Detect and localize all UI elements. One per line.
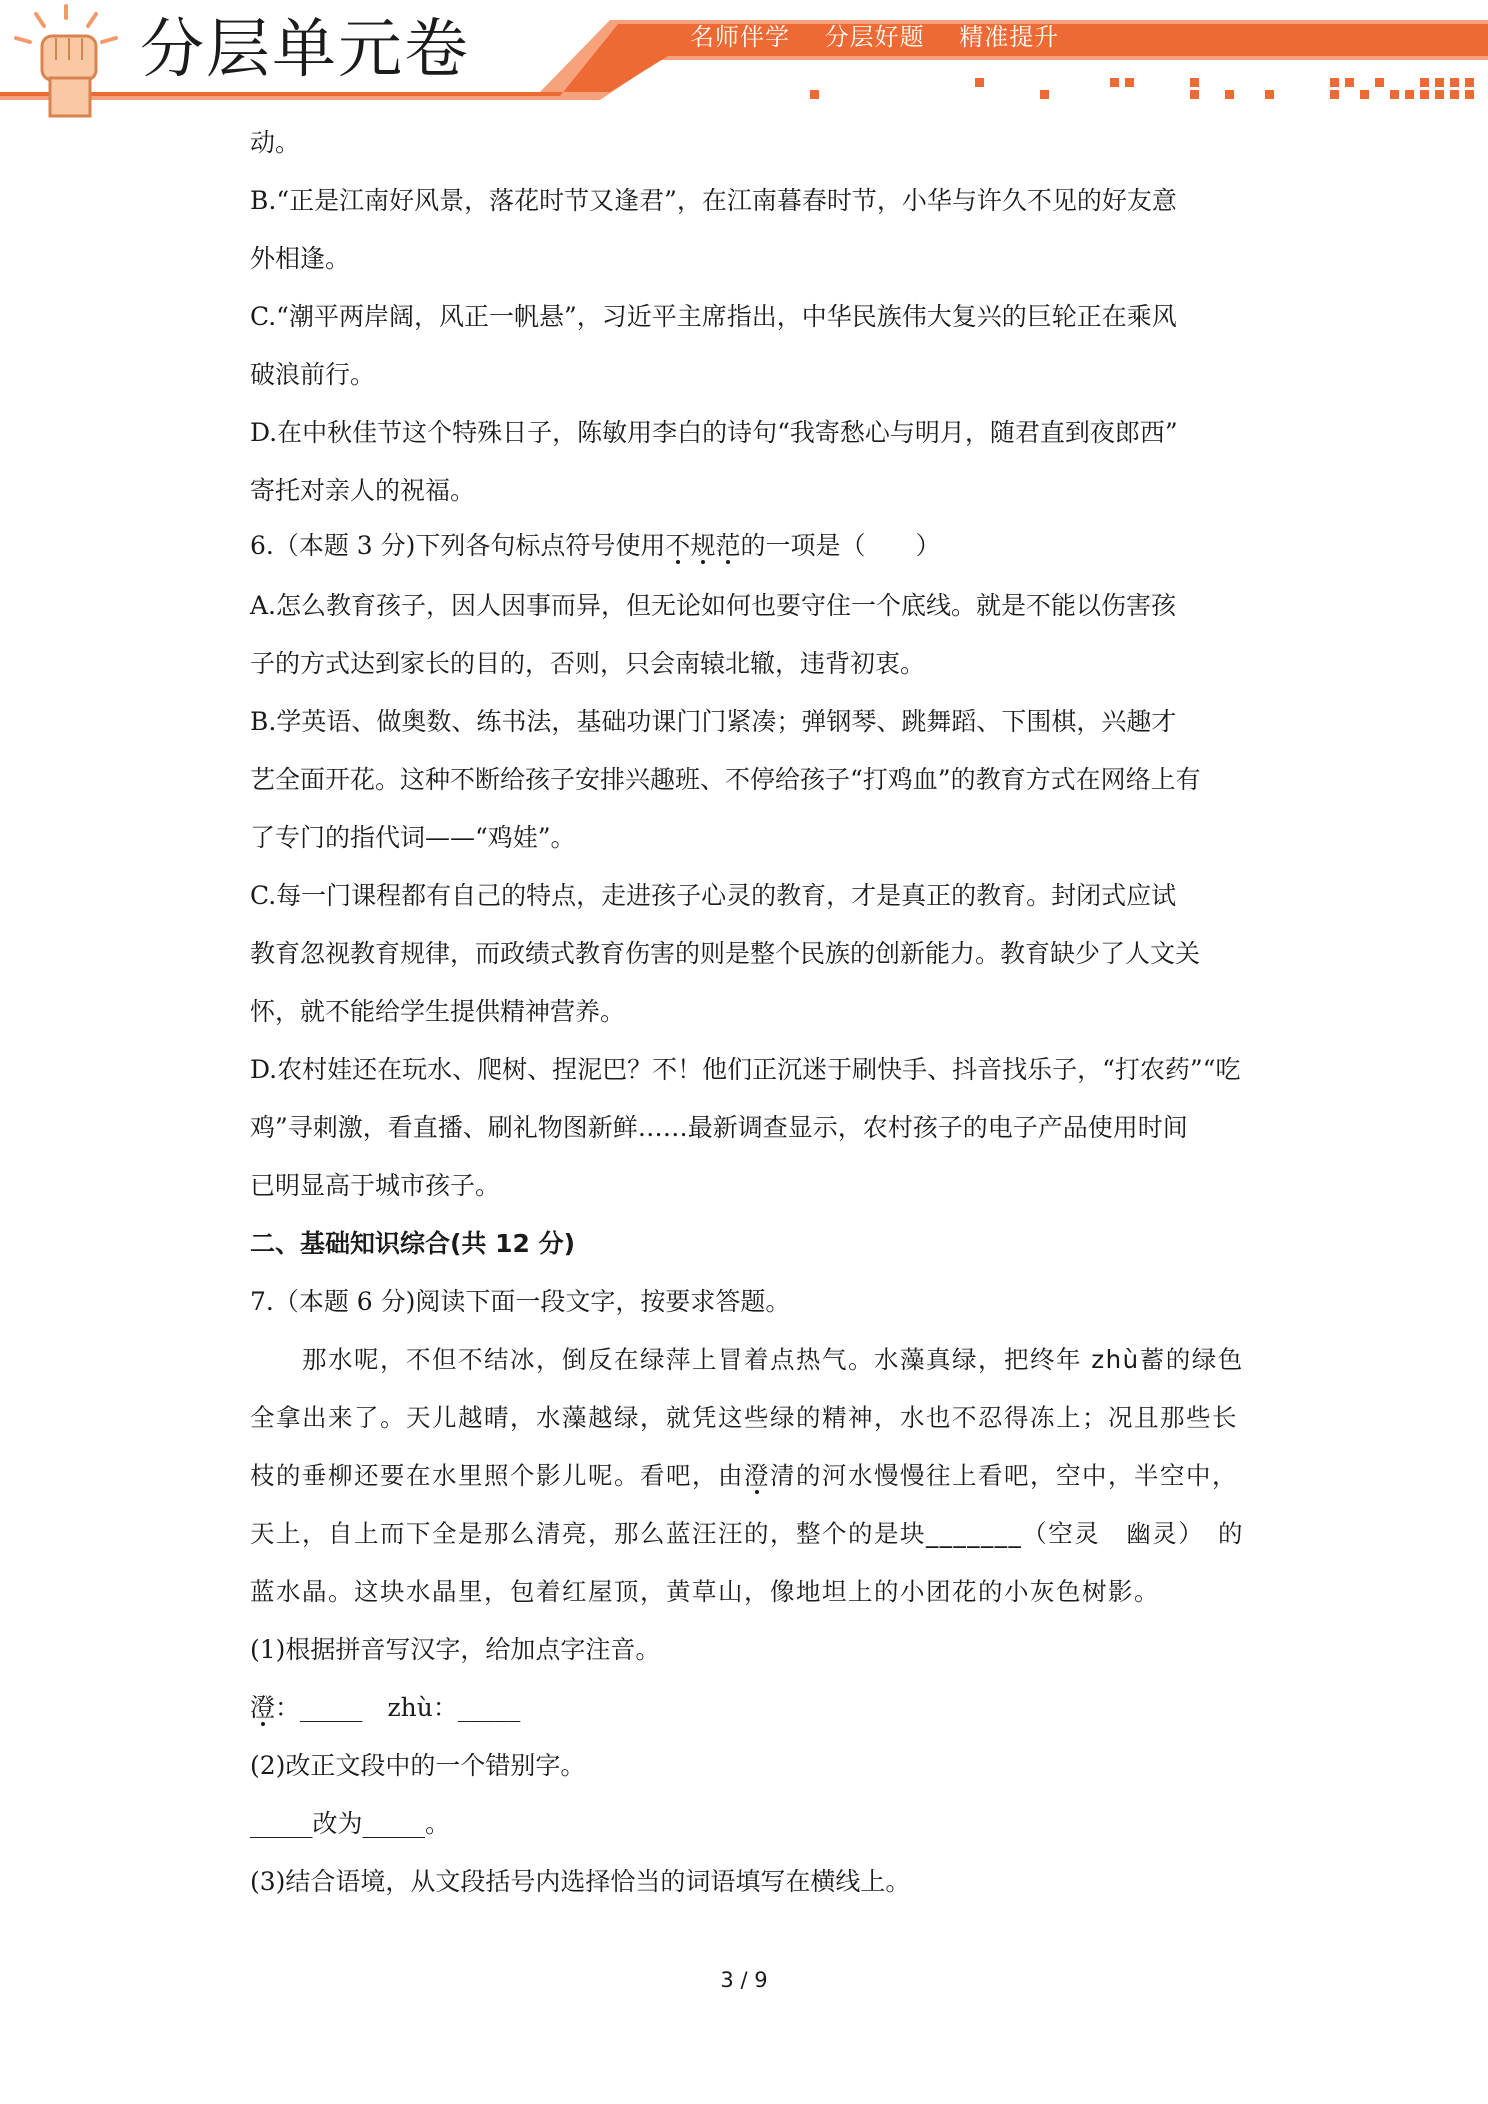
slogan-1: 名师伴学 (690, 23, 790, 51)
slogan-2: 分层好题 (824, 23, 925, 51)
emphasis-char: 澄 (744, 1461, 770, 1490)
option-b-line-2: 外相逢。 (250, 244, 351, 273)
sub-question-1-answer (250, 1688, 520, 1728)
q6-option-d-line-3: 已明显高于城市孩子。 (250, 1171, 501, 1200)
fist-logo-icon (6, 0, 126, 118)
passage-text: 枝的垂柳还要在水里照个影儿呢。看吧，由 (250, 1461, 744, 1490)
sub-question-1: (1)根据拼音写汉字，给加点字注音。 (250, 1635, 661, 1664)
sub-question-2-answer: _____改为_____。 (250, 1809, 451, 1838)
emphasis-char: 范 (715, 531, 741, 560)
passage-line-1: 那水呢，不但不结冰，倒反在绿萍上冒着点热气。水藻真绿，把终年 zhù蓄的绿色 (250, 1345, 1244, 1374)
slogan-3: 精准提升 (959, 23, 1060, 51)
q6-option-d-line-2: 鸡”寻刺激，看直播、刷礼物图新鲜……最新调查显示，农村孩子的电子产品使用时间 (250, 1113, 1188, 1142)
q6-option-c-line-2: 教育忽视教育规律，而政绩式教育伤害的则是整个民族的创新能力。教育缺少了人文关 (250, 939, 1201, 968)
question-7: 7.（本题 6 分)阅读下面一段文字，按要求答题。 (250, 1287, 791, 1316)
q6-option-b-line-1: B.学英语、做奥数、练书法，基础功课门门紧凑；弹钢琴、跳舞蹈、下围棋，兴趣才 (250, 707, 1177, 736)
answer-blanks: ：_____ zhù：_____ (275, 1693, 521, 1722)
passage-line-2: 全拿出来了。天儿越晴，水藻越绿，就凭这些绿的精神，水也不忍得冻上；况且那些长 (250, 1403, 1238, 1432)
q6-option-a-line-1: A.怎么教育孩子，因人因事而异，但无论如何也要守住一个底线。就是不能以伤害孩 (250, 591, 1177, 620)
q6-option-b-line-3: 了专门的指代词——“鸡娃”。 (250, 823, 576, 852)
q6-option-a-line-2: 子的方式达到家长的目的，否则，只会南辕北辙，违背初衷。 (250, 649, 926, 678)
passage-line-3 (250, 1456, 1238, 1496)
option-d-line-1: D.在中秋佳节这个特殊日子，陈敏用李白的诗句“我寄愁心与明月，随君直到夜郎西” (250, 418, 1178, 447)
option-b-line-1: B.“正是江南好风景，落花时节又逢君”，在江南暮春时节，小华与许久不见的好友意 (250, 186, 1177, 215)
page-number: 3 / 9 (720, 1968, 768, 1992)
emphasis-char: 澄 (250, 1693, 276, 1722)
passage-text: 清的河水慢慢往上看吧，空中，半空中， (770, 1461, 1238, 1490)
option-d-line-2: 寄托对亲人的祝福。 (250, 476, 476, 505)
option-c-line-2: 破浪前行。 (250, 360, 376, 389)
header-slogan (690, 20, 1085, 54)
q6-option-b-line-2: 艺全面开花。这种不断给孩子安排兴趣班、不停给孩子“打鸡血”的教育方式在网络上有 (250, 765, 1201, 794)
passage-line-5: 蓝水晶。这块水晶里，包着红屋顶，黄草山，像地坦上的小团花的小灰色树影。 (250, 1577, 1160, 1606)
sub-question-2: (2)改正文段中的一个错别字。 (250, 1751, 586, 1780)
question-6 (250, 526, 940, 566)
q6-option-d-line-1: D.农村娃还在玩水、爬树、捏泥巴？不！他们正沉迷于刷快手、抖音找乐子，“打农药”“吃 (250, 1055, 1241, 1084)
q6-option-c-line-3: 怀，就不能给学生提供精神营养。 (250, 997, 626, 1026)
q6-option-c-line-1: C.每一门课程都有自己的特点，走进孩子心灵的教育，才是真正的教育。封闭式应试 (250, 881, 1177, 910)
section-heading: 二、基础知识综合(共 12 分) (250, 1229, 576, 1258)
emphasis-char: 规 (690, 531, 716, 560)
q6-text-before: 6.（本题 3 分)下列各句标点符号使用 (250, 531, 666, 560)
passage-line-4: 天上，自上而下全是那么清亮，那么蓝汪汪的，整个的是块_______（空灵 幽灵） 的 (250, 1519, 1244, 1548)
option-c-line-1: C.“潮平两岸阔，风正一帆悬”，习近平主席指出，中华民族伟大复兴的巨轮正在乘风 (250, 302, 1177, 331)
header-banner (0, 0, 1488, 120)
sub-question-3: (3)结合语境，从文段括号内选择恰当的词语填写在横线上。 (250, 1867, 911, 1896)
emphasis-char: 不 (665, 531, 691, 560)
brand-title: 分层单元卷 (140, 13, 470, 87)
text-line: 动。 (250, 128, 301, 157)
q6-text-after: 的一项是（ ） (740, 531, 941, 560)
